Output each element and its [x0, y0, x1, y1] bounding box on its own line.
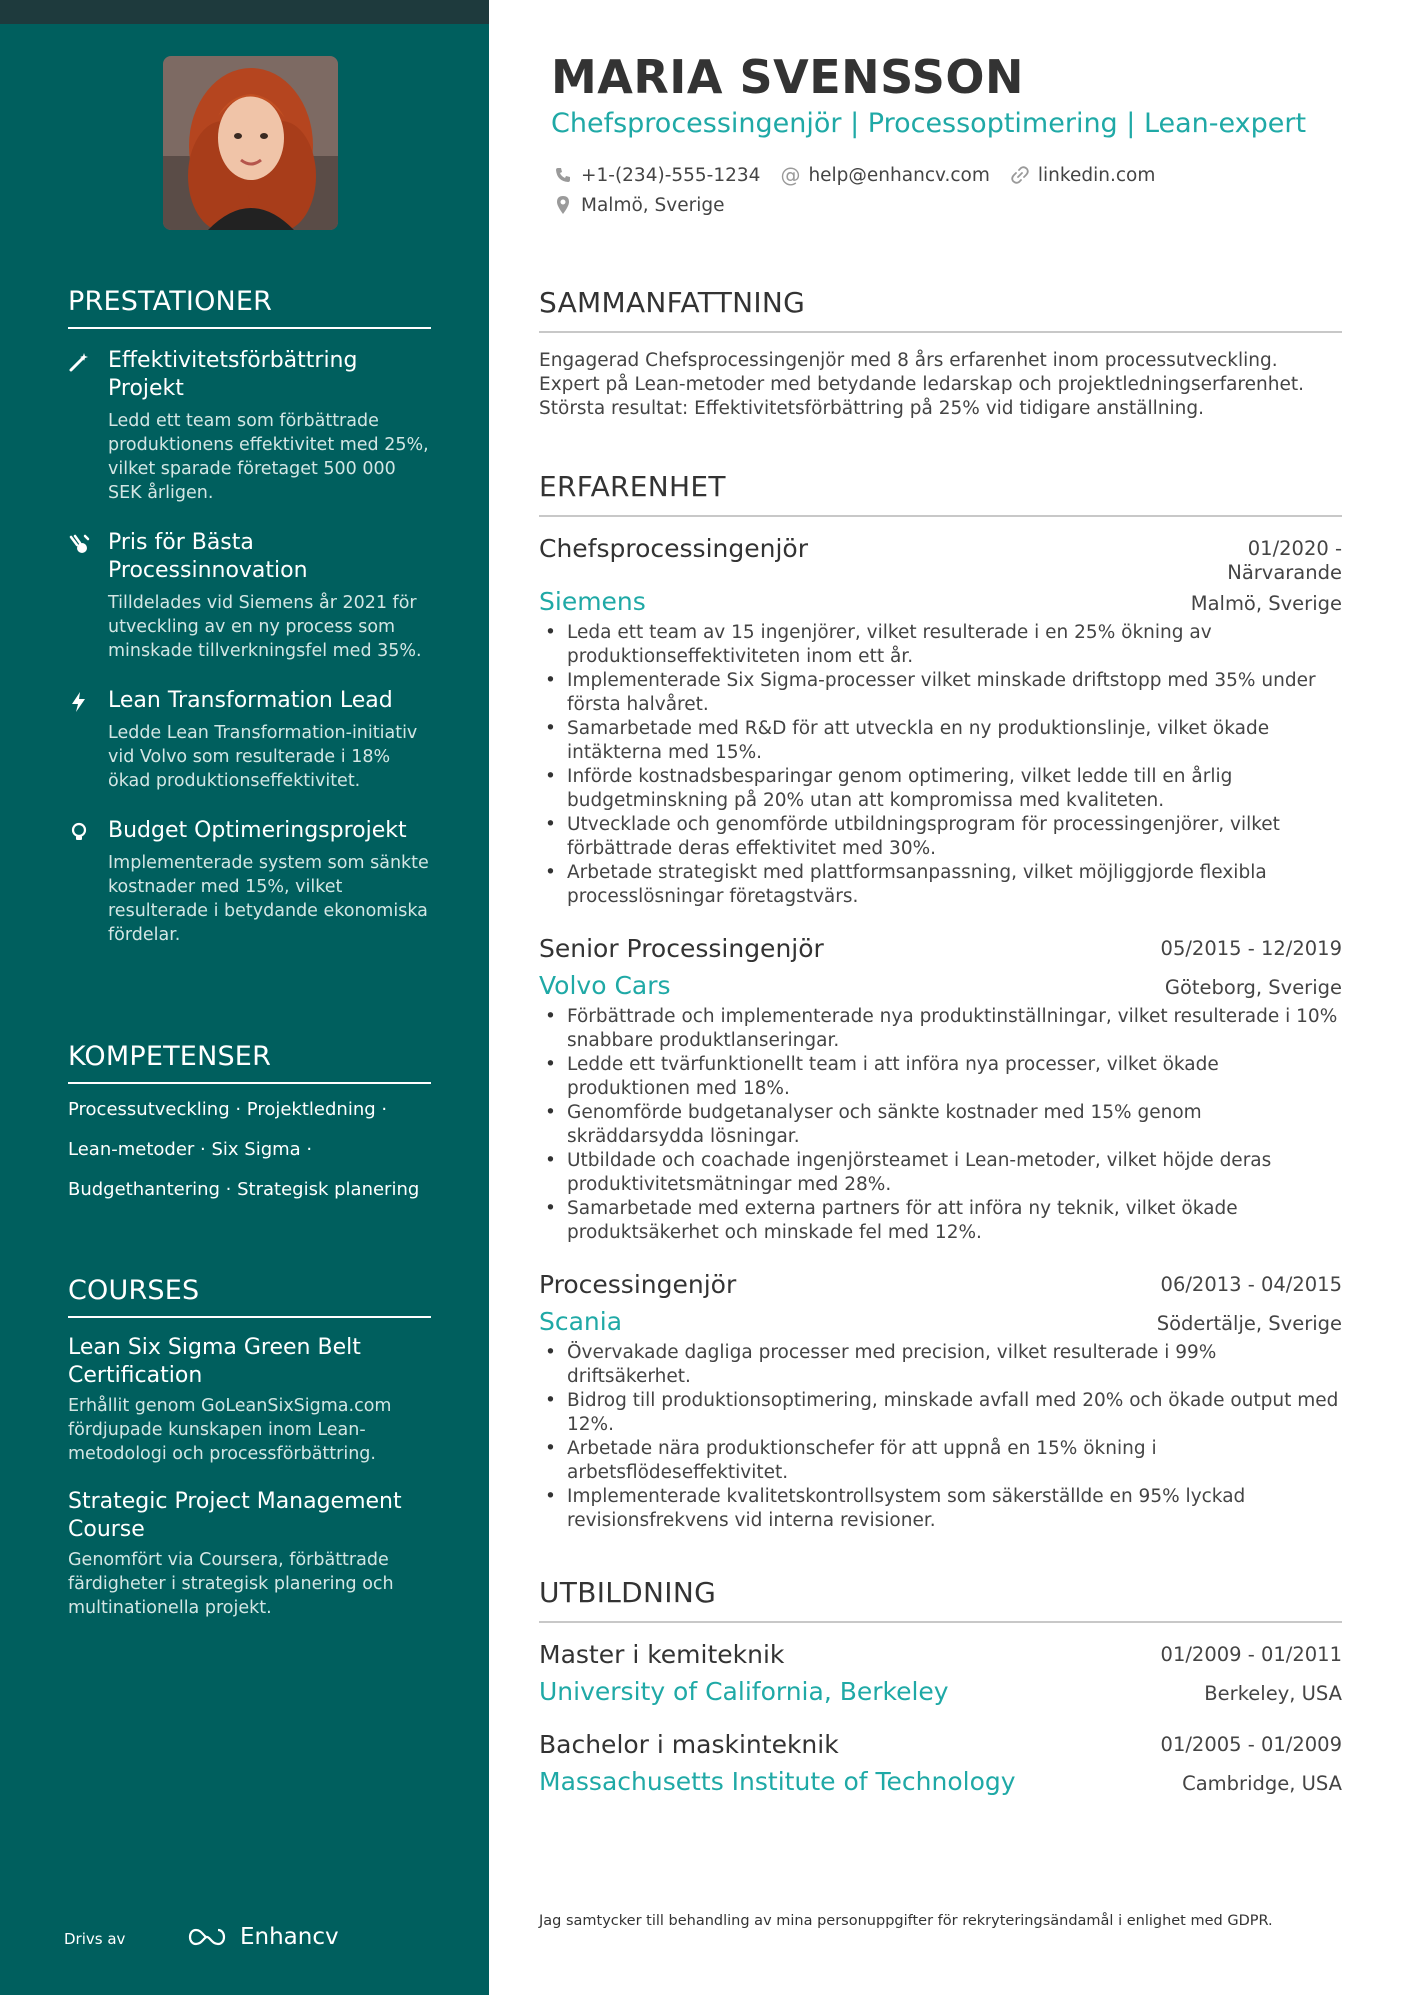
job-company: Siemens: [539, 587, 646, 616]
job-date: 01/2020 - Närvarande: [1227, 537, 1342, 584]
job-bullets: [539, 621, 1342, 909]
school-name: Massachusetts Institute of Technology: [539, 1767, 1016, 1796]
enhancv-brand-name: Enhancv: [240, 1924, 339, 1950]
degree-title: Bachelor i maskinteknik: [539, 1730, 839, 1759]
courses-section: [68, 1275, 431, 1620]
bolt-icon: [68, 687, 108, 793]
location-contact: [553, 195, 724, 216]
job-bullets: [539, 1341, 1342, 1533]
education-section: [539, 1576, 1342, 1797]
job-bullet: • Samarbetade med R&D för att utveckla en ny produktionslinje, vilket ökade intäkterna med 15%.: [539, 717, 1342, 765]
school-name: University of California, Berkeley: [539, 1677, 949, 1706]
email-contact[interactable]: [780, 165, 989, 186]
skills-heading: KOMPETENSER: [68, 1041, 431, 1084]
education-date: 01/2005 - 01/2009: [1160, 1733, 1342, 1756]
magic-wand-icon: [68, 347, 108, 505]
sidebar-top-bar: [0, 0, 489, 24]
link-icon: [1010, 165, 1030, 185]
at-sign-icon: @: [780, 163, 801, 187]
job-bullet: • Arbetade strategiskt med plattformsanpassning, vilket möjliggjorde flexibla processlösningar företagstvärs.: [539, 861, 1342, 909]
sidebar: [0, 0, 489, 1995]
job-bullet: • Införde kostnadsbesparingar genom optimering, vilket ledde till en årlig budgetminskning på 20% utan att kompromissa med kvaliteten.: [539, 765, 1342, 813]
phone-contact[interactable]: [553, 165, 760, 186]
job-entry: [539, 533, 1342, 909]
map-pin-icon: [553, 195, 573, 215]
job-company: Volvo Cars: [539, 971, 671, 1000]
job-title: Processingenjör: [539, 1270, 737, 1299]
achievement-description: Implementerade system som sänkte kostnader med 15%, vilket resulterade i betydande ekonomiska fördelar.: [108, 853, 429, 945]
skill-line: Budgethantering · Strategisk planering: [68, 1179, 420, 1200]
skills-list: [68, 1098, 431, 1202]
powered-by-label: Drivs av: [64, 1930, 126, 1948]
location-text: Malmö, Sverige: [581, 194, 725, 216]
candidate-name: MARIA SVENSSON: [551, 50, 1024, 104]
course-description: Erhållit genom GoLeanSixSigma.com fördjupade kunskapen inom Lean-metodologi och processförbättring.: [68, 1396, 392, 1464]
degree-title: Master i kemiteknik: [539, 1640, 785, 1669]
job-location: Södertälje, Sverige: [1156, 1312, 1342, 1335]
achievement-title: Effektivitetsförbättring Projekt: [108, 348, 358, 401]
education-entry: [539, 1639, 1342, 1707]
course-item: [68, 1488, 431, 1620]
achievement-item: [68, 529, 431, 663]
education-entry: [539, 1729, 1342, 1797]
course-description: Genomfört via Coursera, förbättrade färdigheter i strategisk planering och multinationella projekt.: [68, 1550, 394, 1618]
course-item: [68, 1334, 431, 1466]
achievement-item: [68, 687, 431, 793]
skills-section: [68, 1041, 431, 1202]
phone-icon: [553, 165, 573, 185]
course-title: Strategic Project Management Course: [68, 1489, 402, 1542]
job-date: 06/2013 - 04/2015: [1160, 1273, 1342, 1296]
achievement-title: Pris för Bästa Processinnovation: [108, 530, 308, 583]
skill-line: Lean-metoder · Six Sigma ·: [68, 1139, 313, 1160]
job-bullet: • Arbetade nära produktionschefer för att uppnå en 15% ökning i arbetsflödeseffektivitet.: [539, 1437, 1342, 1485]
gdpr-consent: Jag samtycker till behandling av mina personuppgifter för rekryteringsändamål i enlighet med GDPR.: [539, 1913, 1273, 1929]
achievement-description: Ledd ett team som förbättrade produktionens effektivitet med 25%, vilket sparade företaget 500 000 SEK årligen.: [108, 411, 429, 503]
job-bullet: • Implementerade kvalitetskontrollsystem som säkerställde en 95% lyckad revisionsfrekvens vid interna revisioner.: [539, 1485, 1342, 1533]
job-bullet: • Bidrog till produktionsoptimering, minskade avfall med 20% och ökade output med 12%.: [539, 1389, 1342, 1437]
job-date: 05/2015 - 12/2019: [1160, 937, 1342, 960]
skill-line: Processutveckling · Projektledning ·: [68, 1099, 388, 1120]
summary-heading: SAMMANFATTNING: [539, 286, 1342, 333]
job-location: Göteborg, Sverige: [1164, 976, 1342, 999]
job-bullet: • Övervakade dagliga processer med precision, vilket resulterade i 99% driftsäkerhet.: [539, 1341, 1342, 1389]
achievement-item: [68, 817, 431, 947]
job-bullet: • Genomförde budgetanalyser och sänkte kostnader med 15% genom skräddarsydda lösningar.: [539, 1101, 1342, 1149]
job-bullet: • Utvecklade och genomförde utbildningsprogram för processingenjörer, vilket förbättrade deras effektivitet med 30%.: [539, 813, 1342, 861]
job-bullet: • Förbättrade och implementerade nya produktinställningar, vilket resulterade i 10% snabbare produktlanseringar.: [539, 1005, 1342, 1053]
course-title: Lean Six Sigma Green Belt Certification: [68, 1335, 361, 1388]
lightbulb-icon: [68, 817, 108, 947]
email-address: help@enhancv.com: [808, 164, 990, 186]
job-bullet: • Samarbetade med externa partners för att införa ny teknik, vilket ökade produktsäkerhet och minskade fel med 12%.: [539, 1197, 1342, 1245]
linkedin-url: linkedin.com: [1037, 164, 1156, 186]
contact-info: [553, 160, 1175, 220]
enhancv-logo[interactable]: [184, 1924, 339, 1950]
linkedin-contact[interactable]: [1010, 165, 1155, 186]
job-title: Senior Processingenjör: [539, 934, 824, 963]
job-entry: [539, 1269, 1342, 1533]
experience-section: [539, 470, 1342, 1533]
experience-heading: ERFARENHET: [539, 470, 1342, 517]
achievement-description: Tilldelades vid Siemens år 2021 för utveckling av en ny process som minskade tillverkningsfel med 35%.: [108, 593, 422, 661]
education-date: 01/2009 - 01/2011: [1160, 1643, 1342, 1666]
achievements-heading: PRESTATIONER: [68, 286, 431, 329]
job-bullet: • Ledde ett tvärfunktionellt team i att införa nya processer, vilket ökade produktionen med 18%.: [539, 1053, 1342, 1101]
job-bullets: [539, 1005, 1342, 1245]
job-entry: [539, 933, 1342, 1245]
achievements-section: [68, 286, 431, 947]
job-bullet: • Utbildade och coachade ingenjörsteamet i Lean-metoder, vilket höjde deras produktivitetsmätningar med 28%.: [539, 1149, 1342, 1197]
achievement-title: Budget Optimeringsprojekt: [108, 818, 407, 843]
education-location: Cambridge, USA: [1182, 1772, 1342, 1795]
medal-icon: [68, 529, 108, 663]
achievement-title: Lean Transformation Lead: [108, 688, 393, 713]
achievement-item: [68, 347, 431, 505]
phone-number: +1-(234)-555-1234: [581, 164, 761, 186]
courses-heading: COURSES: [68, 1275, 431, 1318]
candidate-headline: Chefsprocessingenjör | Processoptimering | Lean-expert: [551, 108, 1307, 139]
job-bullet: • Implementerade Six Sigma-processer vilket minskade driftstopp med 35% under första halvåret.: [539, 669, 1342, 717]
job-title: Chefsprocessingenjör: [539, 534, 808, 563]
summary-section: [539, 286, 1342, 421]
profile-photo: [163, 56, 338, 230]
education-heading: UTBILDNING: [539, 1576, 1342, 1623]
job-bullet: • Leda ett team av 15 ingenjörer, vilket resulterade i en 25% ökning av produktionseffektiviteten inom ett år.: [539, 621, 1342, 669]
summary-text: Engagerad Chefsprocessingenjör med 8 års erfarenhet inom processutveckling. Expert på Lean-metoder med betydande ledarskap och projektledningserfarenhet. Största resultat: Effektivitetsförbättring på 25% vid tidigare anställning.: [539, 350, 1304, 419]
education-location: Berkeley, USA: [1204, 1682, 1342, 1705]
job-company: Scania: [539, 1307, 623, 1336]
enhancv-logo-icon: [184, 1926, 230, 1948]
achievement-description: Ledde Lean Transformation-initiativ vid Volvo som resulterade i 18% ökad produktionseffektivitet.: [108, 723, 418, 791]
job-location: Malmö, Sverige: [1190, 592, 1342, 615]
